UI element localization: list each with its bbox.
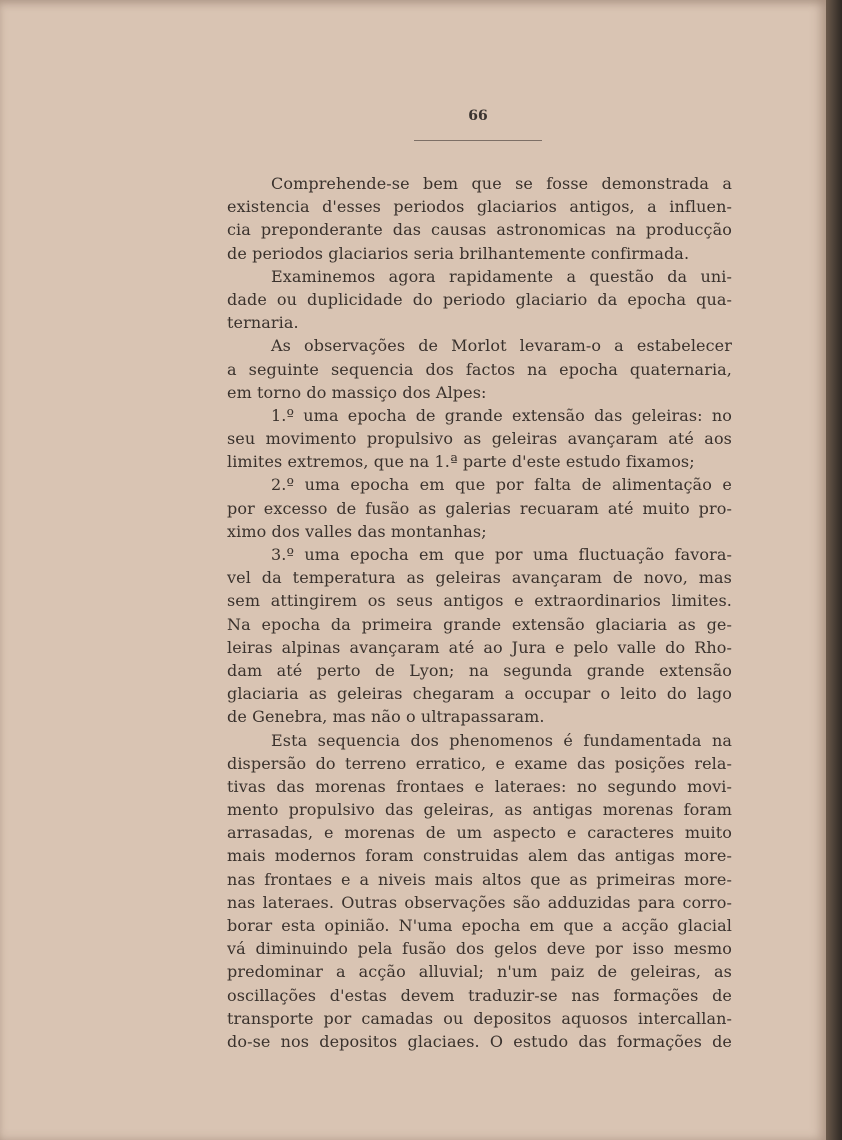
- text-line: Examinemos agora rapidamente a questão da uni-: [271, 266, 732, 286]
- text-line: nas lateraes. Outras observações são adduzidas para corro-: [227, 892, 732, 912]
- text-line: oscillações d'estas devem traduzir-se nas formações de: [227, 985, 732, 1005]
- body-text: [227, 172, 732, 1053]
- text-line: transporte por camadas ou depositos aquosos intercallan-: [227, 1008, 732, 1028]
- text-line: limites extremos, que na 1.ª parte d'este estudo fixamos;: [227, 452, 695, 472]
- text-line: glaciaria as geleiras chegaram a occupar o leito do lago: [227, 684, 732, 704]
- text-line: dam até perto de Lyon; na segunda grande extensão: [227, 660, 732, 680]
- text-line: Esta sequencia dos phenomenos é fundamentada na: [271, 730, 732, 750]
- text-line: Comprehende-se bem que se fosse demonstrada a: [271, 174, 732, 193]
- text-line: tivas das morenas frontaes e lateraes: no segundo movi-: [227, 776, 732, 796]
- text-line: vel da temperatura as geleiras avançaram de novo, mas: [227, 568, 732, 588]
- text-line: nas frontaes e a niveis mais altos que as primeiras more-: [227, 869, 732, 889]
- text-line: predominar a acção alluvial; n'um paiz de geleiras, as: [227, 962, 732, 982]
- text-line: borar esta opinião. N'uma epocha em que a acção glacial: [227, 916, 732, 935]
- text-line: mais modernos foram construidas alem das antigas more-: [227, 846, 732, 866]
- text-line: existencia d'esses periodos glaciarios antigos, a influen-: [227, 197, 732, 217]
- text-line: dade ou duplicidade do periodo glaciario da epocha qua-: [227, 289, 732, 309]
- page-edge: [826, 0, 842, 1140]
- text-line: de Genebra, mas não o ultrapassaram.: [227, 707, 545, 727]
- text-line: leiras alpinas avançaram até ao Jura e pelo valle do Rho-: [227, 637, 732, 657]
- text-line: As observações de Morlot levaram-o a estabelecer: [271, 336, 732, 356]
- text-line: arrasadas, e morenas de um aspecto e caracteres muito: [227, 823, 732, 843]
- header-rule: [414, 140, 542, 141]
- text-line: de periodos glaciarios seria brilhantemente confirmada.: [227, 243, 690, 263]
- text-line: 2.º uma epocha em que por falta de alimentação e: [271, 475, 732, 495]
- text-line: mento propulsivo das geleiras, as antigas morenas foram: [227, 800, 732, 820]
- text-line: a seguinte sequencia dos factos na epocha quaternaria,: [227, 359, 732, 379]
- text-line: ximo dos valles das montanhas;: [227, 521, 487, 541]
- text-line: do-se nos depositos glaciaes. O estudo das formações de: [227, 1031, 732, 1051]
- text-line: 1.º uma epocha de grande extensão das geleiras: no: [271, 405, 732, 425]
- text-line: por excesso de fusão as galerias recuaram até muito pro-: [227, 498, 732, 518]
- text-line: vá diminuindo pela fusão dos gelos deve por isso mesmo: [227, 939, 732, 959]
- text-line: ternaria.: [227, 313, 299, 333]
- text-line: seu movimento propulsivo as geleiras avançaram até aos: [227, 429, 732, 449]
- text-line: cia preponderante das causas astronomicas na producção: [227, 220, 732, 240]
- page-number: 66: [468, 108, 488, 124]
- text-line: sem attingirem os seus antigos e extraordinarios limites.: [227, 591, 732, 611]
- text-line: 3.º uma epocha em que por uma fluctuação favora-: [271, 545, 732, 564]
- text-line: em torno do massiço dos Alpes:: [227, 382, 487, 402]
- text-line: dispersão do terreno erratico, e exame das posições rela-: [227, 753, 732, 773]
- text-line: Na epocha da primeira grande extensão glaciaria as ge-: [227, 614, 732, 634]
